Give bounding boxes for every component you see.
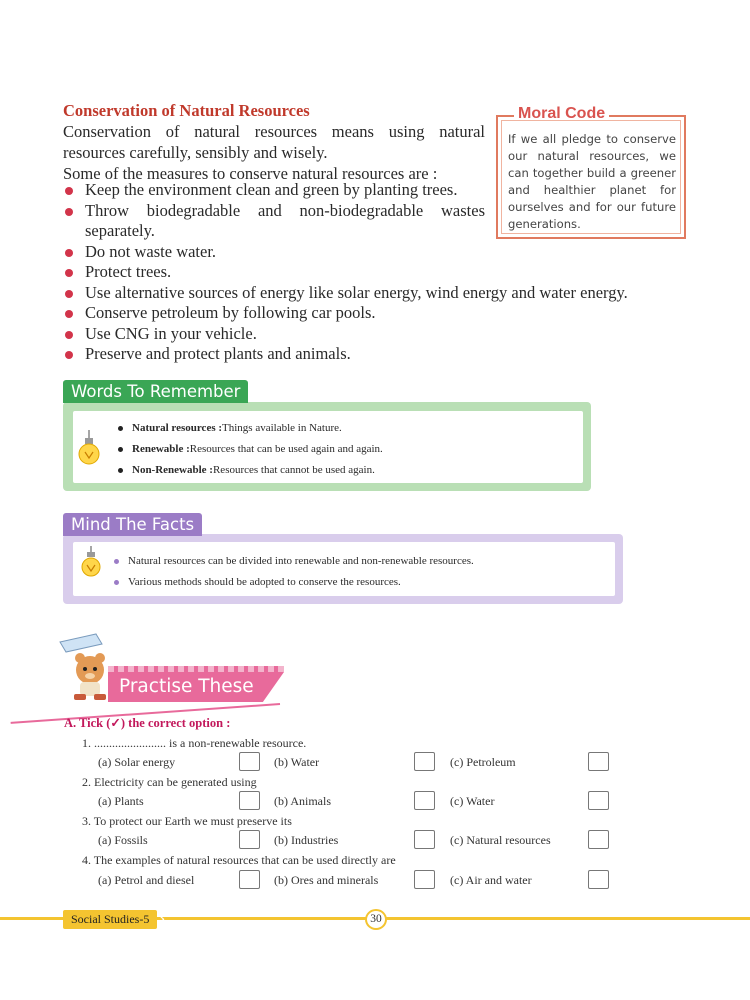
bullet-icon bbox=[65, 269, 73, 277]
list-item: Natural resources can be divided into renewable and non-renewable resources. bbox=[114, 551, 474, 572]
q2-option-c-checkbox[interactable] bbox=[588, 791, 609, 810]
q3-option-b-checkbox[interactable] bbox=[414, 830, 435, 849]
q2-option-a: (a) Plants bbox=[98, 794, 144, 808]
q2-option-c: (c) Water bbox=[450, 794, 495, 808]
question-3-text: 3. To protect our Earth we must preserve its bbox=[82, 814, 292, 828]
q4-option-a-checkbox[interactable] bbox=[239, 870, 260, 889]
q3-option-c-checkbox[interactable] bbox=[588, 830, 609, 849]
words-to-remember-title: Words To Remember bbox=[63, 380, 248, 403]
q4-option-c: (c) Air and water bbox=[450, 873, 532, 887]
q4-option-b: (b) Ores and minerals bbox=[274, 873, 379, 887]
bullet-icon bbox=[114, 559, 119, 564]
moral-code-box bbox=[496, 105, 686, 239]
bullet-icon bbox=[65, 331, 73, 339]
footer-book-label: Social Studies-5 bbox=[63, 910, 157, 929]
q4-option-a: (a) Petrol and diesel bbox=[98, 873, 195, 887]
q1-option-c: (c) Petroleum bbox=[450, 755, 516, 769]
question-1-text: 1. ........................ is a non-renewable resource. bbox=[82, 736, 307, 750]
moral-code-text: If we all pledge to conserve our natural resources, we can together build a greener and healthier planet for ourselves and for our future generations. bbox=[508, 132, 676, 231]
q3-option-b: (b) Industries bbox=[274, 833, 339, 847]
bullet-icon bbox=[114, 580, 119, 585]
list-item: Renewable :Resources that can be used again and again. bbox=[118, 439, 383, 460]
words-list bbox=[118, 418, 383, 481]
list-item: Protect trees. bbox=[63, 262, 628, 283]
facts-list bbox=[114, 551, 474, 593]
q1-option-b: (b) Water bbox=[274, 755, 320, 769]
q1-option-a-checkbox[interactable] bbox=[239, 752, 260, 771]
list-item: Various methods should be adopted to conserve the resources. bbox=[114, 572, 474, 593]
bullet-icon bbox=[118, 447, 123, 452]
q1-option-a: (a) Solar energy bbox=[98, 755, 176, 769]
moral-code-title: Moral Code bbox=[514, 105, 609, 123]
section-title: Conservation of Natural Resources bbox=[63, 101, 310, 120]
bullet-icon bbox=[118, 426, 123, 431]
bullet-icon bbox=[118, 468, 123, 473]
bullet-icon bbox=[65, 351, 73, 359]
q2-option-b-checkbox[interactable] bbox=[414, 791, 435, 810]
list-item: Non-Renewable :Resources that cannot be used again. bbox=[118, 460, 383, 481]
measures-intro: Some of the measures to conserve natural resources are : bbox=[63, 164, 438, 183]
practise-stripe bbox=[108, 666, 284, 672]
q4-option-c-checkbox[interactable] bbox=[588, 870, 609, 889]
q3-option-c: (c) Natural resources bbox=[450, 833, 551, 847]
bullet-icon bbox=[65, 249, 73, 257]
q2-option-a-checkbox[interactable] bbox=[239, 791, 260, 810]
question-heading: A. Tick (✓) the correct option : bbox=[64, 716, 231, 730]
q2-option-b: (b) Animals bbox=[274, 794, 331, 808]
list-item: Natural resources :Things available in Nature. bbox=[118, 418, 383, 439]
q4-option-b-checkbox[interactable] bbox=[414, 870, 435, 889]
chevron-right-icon: › bbox=[159, 909, 166, 928]
q1-option-b-checkbox[interactable] bbox=[414, 752, 435, 771]
list-item: Use alternative sources of energy like solar energy, wind energy and water energy. bbox=[63, 283, 628, 304]
bullet-icon bbox=[65, 310, 73, 318]
list-item: Keep the environment clean and green by planting trees. bbox=[63, 180, 485, 201]
practise-title: Practise These bbox=[119, 676, 254, 697]
q3-option-a-checkbox[interactable] bbox=[239, 830, 260, 849]
intro-text bbox=[63, 121, 485, 184]
list-item: Use CNG in your vehicle. bbox=[63, 324, 628, 345]
list-item: Preserve and protect plants and animals. bbox=[63, 344, 628, 365]
bullet-icon bbox=[65, 290, 73, 298]
bullet-icon bbox=[65, 208, 73, 216]
list-item: Throw biodegradable and non-biodegradable wastes separately. bbox=[63, 201, 485, 242]
intro-paragraph: Conservation of natural resources means using natural resources carefully, sensibly and wisely. bbox=[63, 122, 485, 162]
q1-option-c-checkbox[interactable] bbox=[588, 752, 609, 771]
bulb-icon bbox=[78, 546, 104, 582]
bulb-icon bbox=[76, 430, 102, 470]
question-2-text: 2. Electricity can be generated using bbox=[82, 775, 257, 789]
question-4-text: 4. The examples of natural resources that can be used directly are bbox=[82, 853, 396, 867]
mind-the-facts-title: Mind The Facts bbox=[63, 513, 202, 536]
list-item: Conserve petroleum by following car pools. bbox=[63, 303, 628, 324]
bullet-icon bbox=[65, 187, 73, 195]
q3-option-a: (a) Fossils bbox=[98, 833, 148, 847]
page-number: 30 bbox=[365, 909, 387, 930]
list-item: Do not waste water. bbox=[63, 242, 628, 263]
